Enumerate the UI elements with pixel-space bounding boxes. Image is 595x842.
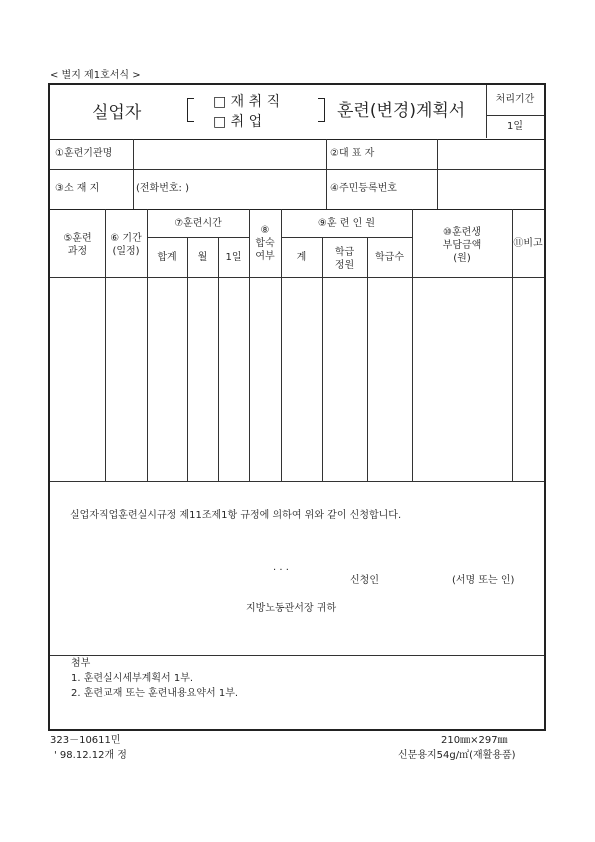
th-day: 1일 [225,252,242,263]
phone-label: (전화번호: ) [136,183,189,194]
subheader-line [147,237,249,238]
bracket-right [318,98,325,122]
processing-box-split [486,115,544,116]
th-class-count: 학급수 [375,252,404,263]
th-course: ⑤훈련 과정 [63,233,92,257]
attachment-item-1: 1. 훈련실시세부계획서 1부. [71,673,194,684]
th-month: 월 [197,252,208,263]
th-trainees: ⑨훈 련 인 원 [317,218,376,229]
attachments-top-line [50,655,544,656]
th-training-time: ⑦훈련시간 [174,218,222,229]
info-row-line [50,169,544,170]
th-period: ⑥ 기간 (일정) [110,233,142,257]
col-line [218,237,219,481]
recipient: 지방노동관서장 귀하 [246,603,337,614]
title-left: 실업자 [92,103,142,123]
representative-label: ②대 표 자 [330,148,375,159]
info-right-divider [437,139,438,209]
option-reemployment: □ 재 취 직 [213,94,281,110]
bracket-left [187,98,194,122]
form-label: < 별지 제1호서식 > [50,70,141,81]
applicant-label: 신청인 [350,575,379,586]
institution-name-label: ①훈련기관명 [55,148,113,159]
subheader-line [281,237,412,238]
resident-number-label: ④주민등록번호 [330,183,397,194]
info-bottom-line [50,209,544,210]
declaration-statement: 실업자직업훈련실시규정 제11조제1항 규정에 의하여 위와 같이 신청합니다. [70,510,402,521]
attachment-item-2: 2. 훈련교재 또는 훈련내용요약서 1부. [71,688,239,699]
date-dots: . . . [273,562,289,573]
signature-label: (서명 또는 인) [452,575,515,586]
table-header-bottom [50,277,544,278]
attachments-title: 첨부 [71,658,91,669]
form-frame [48,83,546,731]
col-line [281,209,282,481]
info-middle-divider [326,139,327,209]
col-line [322,237,323,481]
th-remarks: ⑪비고 [513,238,543,249]
col-line [147,209,148,481]
header-bottom-line [50,139,544,140]
col-line [512,209,513,481]
paper-spec: 신문용지54g/㎡(재활용품) [398,750,516,761]
th-boarding: ⑧ 합숙 여부 [255,225,275,262]
info-label-divider [133,139,134,209]
col-line [187,237,188,481]
processing-period-label: 처리기간 [495,94,535,105]
address-label: ③소 재 지 [55,183,100,194]
paper-size: 210㎜×297㎜ [441,735,508,746]
revision-date: ' 98.12.12개 정 [54,750,127,761]
th-class-quota: 학급 정원 [334,247,355,271]
th-sum: 계 [296,252,307,263]
col-line [367,237,368,481]
title-right: 훈련(변경)계획서 [337,101,466,121]
table-bottom-line [50,481,544,482]
form-code: 323－10611민 [50,735,121,746]
processing-period-value: 1일 [506,121,524,132]
th-cost: ⑩훈련생 부담금액 (원) [442,227,482,264]
th-total: 합계 [157,252,177,263]
option-employment: □ 취 업 [213,114,263,130]
